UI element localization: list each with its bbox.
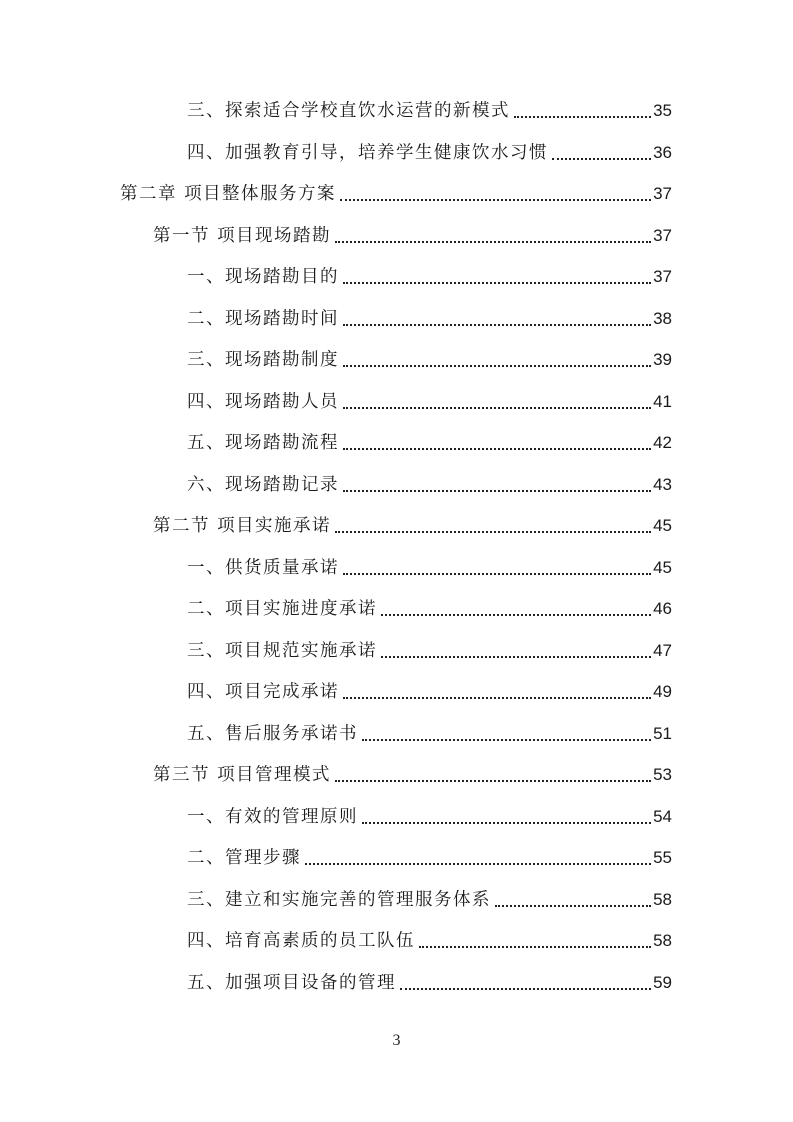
toc-entry-page: 42 — [653, 433, 672, 452]
toc-entry-page: 39 — [653, 350, 672, 369]
toc-entry[interactable] — [153, 760, 672, 790]
toc-entry-label: 五、现场踏勘流程 — [187, 433, 339, 453]
dot-leader — [343, 282, 651, 284]
toc-entry[interactable] — [153, 511, 672, 541]
toc-entry-label: 三、建立和实施完善的管理服务体系 — [187, 889, 491, 910]
toc-entry-page: 49 — [653, 682, 672, 701]
toc-entry-page: 43 — [653, 474, 672, 494]
toc-entry-label: 四、加强教育引导，培养学生健康饮水习惯 — [187, 142, 548, 163]
toc-entry-page: 54 — [653, 806, 672, 826]
toc-entry-label: 四、项目完成承诺 — [187, 682, 339, 702]
toc-entry-page: 38 — [653, 308, 672, 328]
dot-leader — [400, 988, 651, 990]
toc-entry-page: 47 — [653, 640, 672, 660]
dot-leader — [381, 656, 651, 658]
dot-leader — [343, 573, 651, 575]
toc-entry-page: 51 — [653, 723, 672, 743]
toc-entry-label: 一、有效的管理原则 — [187, 806, 358, 827]
toc-entry-label: 二、管理步骤 — [187, 848, 301, 868]
toc-entry-label: 第一节 项目现场踏勘 — [153, 225, 332, 246]
dot-leader — [335, 531, 651, 533]
toc-entry[interactable] — [187, 553, 672, 583]
toc-entry-label: 三、项目规范实施承诺 — [187, 640, 377, 661]
dot-leader — [419, 946, 651, 948]
toc-entry-page: 37 — [653, 184, 672, 203]
toc-entry-page: 58 — [653, 889, 672, 909]
dot-leader — [343, 365, 651, 367]
toc-entry-page: 46 — [653, 599, 672, 618]
toc-entry-page: 35 — [653, 101, 672, 120]
toc-entry-page: 59 — [653, 972, 672, 992]
dot-leader — [343, 407, 651, 409]
toc-entry[interactable] — [187, 345, 672, 375]
toc-entry-page: 37 — [653, 267, 672, 286]
toc-entry-label: 五、加强项目设备的管理 — [187, 972, 396, 993]
toc-entry[interactable] — [120, 179, 672, 209]
toc-entry-label: 六、现场踏勘记录 — [187, 474, 339, 495]
toc-entry[interactable] — [187, 470, 672, 500]
toc-entry[interactable] — [187, 802, 672, 832]
toc-entry[interactable] — [187, 719, 672, 749]
toc-entry-label: 一、供货质量承诺 — [187, 557, 339, 578]
toc-entry[interactable] — [187, 96, 672, 126]
toc-entry[interactable] — [187, 138, 672, 168]
dot-leader — [343, 697, 651, 699]
toc-entry[interactable] — [187, 843, 672, 873]
toc-entry-label: 四、现场踏勘人员 — [187, 391, 339, 412]
dot-leader — [343, 324, 651, 326]
toc-entry-label: 二、现场踏勘时间 — [187, 308, 339, 329]
toc-entry[interactable] — [187, 594, 672, 624]
toc-entry-page: 55 — [653, 848, 672, 867]
toc-entry-label: 二、项目实施进度承诺 — [187, 599, 377, 619]
toc-entry[interactable] — [187, 677, 672, 707]
toc-entry-page: 41 — [653, 391, 672, 411]
dot-leader — [343, 490, 651, 492]
dot-leader — [305, 863, 651, 865]
dot-leader — [362, 739, 651, 741]
toc-entry-page: 58 — [653, 931, 672, 950]
toc-entry-label: 三、探索适合学校直饮水运营的新模式 — [187, 101, 510, 121]
dot-leader — [514, 116, 651, 118]
toc-entry-label: 三、现场踏勘制度 — [187, 350, 339, 370]
toc-entry[interactable] — [187, 387, 672, 417]
dot-leader — [335, 780, 651, 782]
toc-entry-page: 37 — [653, 225, 672, 245]
dot-leader — [343, 448, 651, 450]
dot-leader — [335, 241, 651, 243]
dot-leader — [381, 614, 651, 616]
toc-entry-label: 一、现场踏勘目的 — [187, 267, 339, 287]
toc-entry-page: 45 — [653, 557, 672, 577]
toc-entry[interactable] — [153, 221, 672, 251]
toc-entry[interactable] — [187, 428, 672, 458]
toc-entry-page: 36 — [653, 142, 672, 162]
dot-leader — [552, 158, 651, 160]
toc-entry-label: 五、售后服务承诺书 — [187, 723, 358, 744]
toc-entry[interactable] — [187, 304, 672, 334]
toc-entry-label: 四、培育高素质的员工队伍 — [187, 931, 415, 951]
toc-entry[interactable] — [187, 885, 672, 915]
toc-entry[interactable] — [187, 636, 672, 666]
toc-entry[interactable] — [187, 262, 672, 292]
dot-leader — [495, 905, 651, 907]
toc-entry[interactable] — [187, 968, 672, 998]
dot-leader — [340, 199, 651, 201]
toc-entry[interactable] — [187, 926, 672, 956]
toc-entry-label: 第二节 项目实施承诺 — [153, 516, 332, 536]
toc-entry-label: 第二章 项目整体服务方案 — [120, 184, 337, 204]
dot-leader — [362, 822, 651, 824]
toc-entry-page: 53 — [653, 765, 672, 784]
page-number: 3 — [392, 1032, 401, 1049]
toc-entry-label: 第三节 项目管理模式 — [153, 765, 332, 785]
toc-entry-page: 45 — [653, 516, 672, 535]
